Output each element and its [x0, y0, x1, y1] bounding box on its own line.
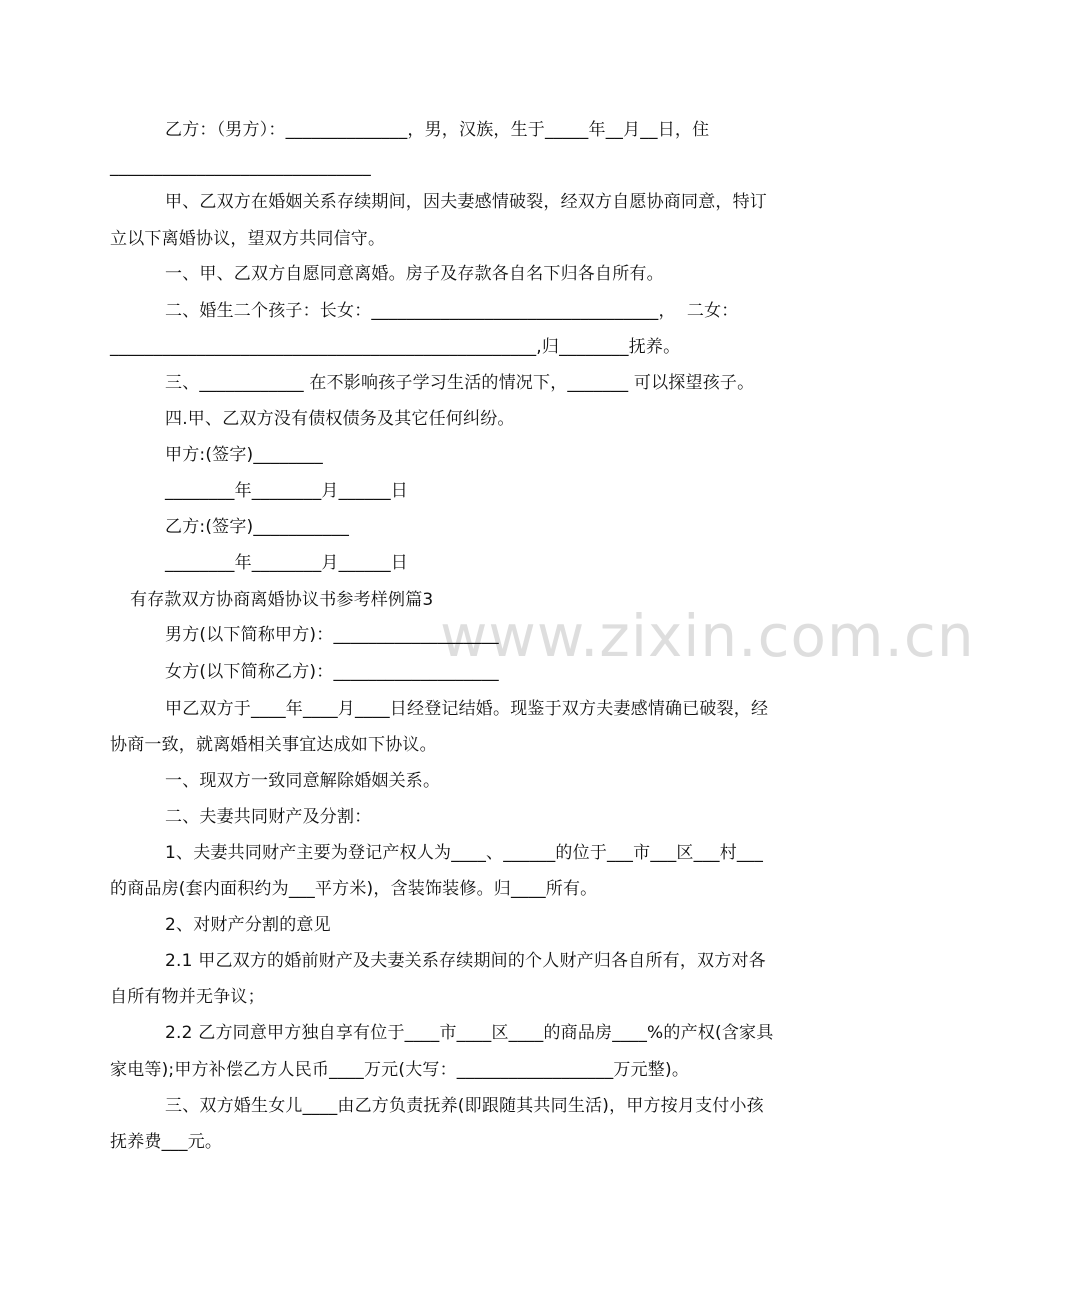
doc-line: 2、对财产分割的意见	[165, 915, 331, 935]
doc-line: 一、甲、乙双方自愿同意离婚。房子及存款各自名下归各自所有。	[165, 264, 664, 284]
doc-line: 女方(以下简称乙方)：___________________	[165, 662, 499, 682]
doc-line: 二、婚生二个孩子：长女：_________________________________， 二女：	[165, 301, 739, 321]
doc-line: 甲方:(签字)________	[165, 445, 323, 465]
doc-line: 自所有物并无争议；	[110, 987, 265, 1007]
doc-line: 男方(以下简称甲方)：___________________	[165, 625, 499, 645]
doc-line: 家电等);甲方补偿乙方人民币____万元(大写：__________________万元整)。	[110, 1060, 690, 1080]
doc-line: ________年________月______日	[165, 481, 408, 501]
doc-line: 甲乙双方于____年____月____日经登记结婚。现鉴于双方夫妻感情确已破裂，经	[165, 699, 769, 719]
doc-line: 协商一致，就离婚相关事宜达成如下协议。	[110, 735, 437, 755]
doc-line: 三、双方婚生女儿____由乙方负责抚养(即跟随其共同生活)，甲方按月支付小孩	[165, 1096, 764, 1116]
doc-line: _________________________________________________,归________抚养。	[110, 337, 681, 357]
doc-line: 乙方:(签字)___________	[165, 517, 350, 537]
doc-line: 四.甲、乙双方没有债权债务及其它任何纠纷。	[165, 409, 515, 429]
doc-line: 二、夫妻共同财产及分割：	[165, 807, 372, 827]
doc-line: 的商品房(套内面积约为___平方米)，含装饰装修。归____所有。	[110, 879, 598, 899]
doc-line: 甲、乙双方在婚姻关系存续期间，因夫妻感情破裂，经双方自愿协商同意，特订	[165, 192, 767, 212]
doc-line: 乙方：（男方）：______________，男，汉族，生于_____年__月__日，住	[165, 120, 710, 140]
doc-line: 一、现双方一致同意解除婚姻关系。	[165, 771, 441, 791]
doc-line: ________年________月______日	[165, 553, 408, 573]
doc-line: 2.1 甲乙双方的婚前财产及夫妻关系存续期间的个人财产归各自所有，双方对各	[165, 951, 766, 971]
section-heading: 有存款双方协商离婚协议书参考样例篇3	[130, 590, 434, 610]
watermark: www.zixin.com.cn	[440, 602, 975, 670]
doc-line: 1、夫妻共同财产主要为登记产权人为____、______的位于___市___区___村___	[165, 843, 764, 863]
doc-line: ______________________________	[110, 157, 371, 177]
doc-line: 抚养费___元。	[110, 1132, 223, 1152]
doc-line: 立以下离婚协议，望双方共同信守。	[110, 229, 386, 249]
doc-line: 三、____________ 在不影响孩子学习生活的情况下，_______ 可以探望孩子。	[165, 373, 755, 393]
doc-line: 2.2 乙方同意甲方独自享有位于____市____区____的商品房____%的产权(含家具	[165, 1023, 774, 1043]
